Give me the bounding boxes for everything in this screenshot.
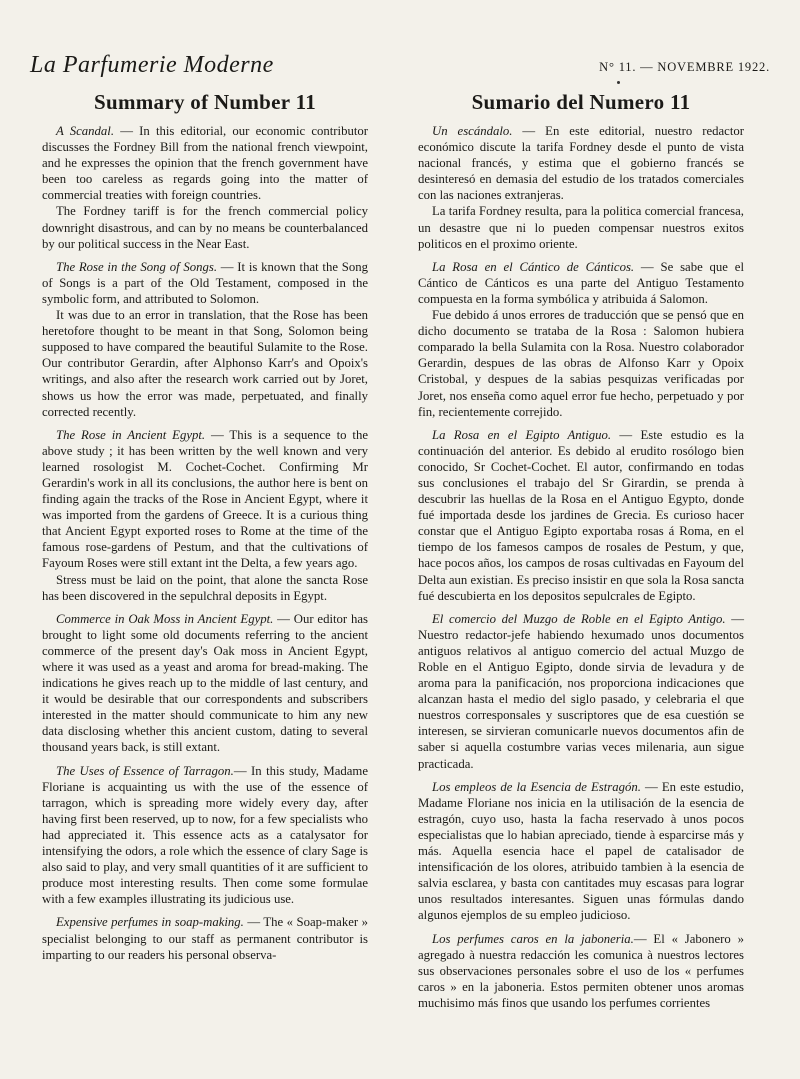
entry-lead: A Scandal.: [56, 124, 115, 138]
entry-paragraph-continued: Fue debido á unos errores de traducción que se pensó que en dicho documento se trataba de la Rosa : Salomon hubiera comparado la bella Sulamita con la Rosa. Nuestro colaborador Gerardin, despues de las obras de Alfonso Karr y Opoix Cristobal, y despues de la sabias pesquizas verificadas por Joret, nos enseña como aquel error fue hecho, perpetuado y por fin, recientemente correjido.: [418, 308, 744, 419]
entry-body: — El « Jabonero » agregado à nuestra redacción les comunica à nuestros lectores sus observaciones personales sobre el uso de los « perfumes caros » en la jaboneria. Estos permiten obtener unos aromas muchisimo más finos que usando los perfumes corrientes: [418, 931, 745, 1010]
entry-lead: The Rose in Ancient Egypt.: [56, 427, 206, 442]
entry-lead: Los perfumes caros en la jaboneria.: [432, 931, 634, 946]
entry-paragraph: [418, 259, 744, 307]
issue-number: N° 11. — NOVEMBRE 1922.: [599, 60, 770, 74]
entry-paragraph-continued: It was due to an error in translation, that the Rose has been heretofore thought to be meant in that Song, Solomon being supposed to have compared the beautiful Sulamite to the Rose. Our contributor Gerardin, after Alphonso Karr's and Opoix's writings, and also after the research work carried out by Joret, shows us how the error was made, perpetuated, and finally corrected recently.: [42, 308, 368, 419]
entry-paragraph-continued: The Fordney tariff is for the french commercial policy downright disastrous, and can by no means be counterbalanced by our political success in the Near East.: [42, 204, 368, 251]
left-entry: [42, 763, 368, 908]
english-summary-column: [42, 90, 368, 970]
entry-body: — Este estudio es la continuación del anterior. Es debido al erudito rosólogo bien conocido, Sr Cochet-Cochet. El autor, confirmando en todas sus conclusiones el trabajo del Sr Girardin, se prenda à descubrir las huellas de la Rosa en el Antiguo Egypto, donde fué importada desde los jardines de Grecia. Es curioso hacer constar que el Antiguo Egipto exportaba rosas á Roma, en el tiempo de los famesos campos de rosales de Pestum, y que, hace pocos años, los campos de rosas cultivadas en Fayoum del Delta aun existian. Es preciso insistir en que sola la Rosa sancta fué descubierta en los depositos sepulcrales de Egipto.: [418, 427, 745, 603]
right-entry: [418, 931, 744, 1011]
entry-paragraph: [42, 259, 368, 307]
entry-paragraph: [418, 427, 744, 604]
entry-paragraph-continued: Stress must be laid on the point, that alone the sancta Rose has been discovered in the sepulchral deposits in Egypt.: [42, 572, 368, 603]
entry-lead: La Rosa en el Cántico de Cánticos.: [432, 259, 635, 274]
entry-lead: La Rosa en el Egipto Antiguo.: [432, 427, 612, 442]
entry-lead: The Uses of Essence of Tarragon.: [56, 763, 234, 778]
entry-paragraph: [42, 611, 368, 756]
entry-lead: El comercio del Muzgo de Roble en el Egipto Antigo.: [432, 611, 726, 626]
entry-lead: Commerce in Oak Moss in Ancient Egypt.: [56, 611, 274, 626]
english-summary-title: Summary of Number 11: [93, 90, 317, 114]
entry-body: — It is known that the Song of Songs is a part of the Old Testament, composed in the symbolic form, and attributed to Solomon.: [42, 259, 368, 306]
entry-paragraph-continued: La tarifa Fordney resulta, para la politica comercial francesa, un desastre que ni lo pueden compensar nuestros exitos politicos en el proximo oriente.: [418, 204, 744, 251]
entry-body: — In this editorial, our economic contributor discusses the Fordney Bill from the national french viewpoint, and he expresses the opinion that the french government have been too careless as regards going into the matter of commercial treaties with foreign countries.: [42, 124, 368, 203]
entry-lead: Expensive perfumes in soap-making.: [56, 915, 244, 930]
entry-body: — Se sabe que el Cántico de Cánticos es una parte del Antiguo Testamento compuesta en la forma symbólica y atribuida á Salomon.: [418, 259, 744, 306]
entry-paragraph: [42, 763, 368, 908]
spanish-summary-column: [418, 90, 744, 1018]
right-entry: [418, 779, 744, 924]
entry-paragraph: [418, 123, 744, 203]
entry-body: — This is a sequence to the above study ; it has been written by the well known and very learned rosologist M. Cochet-Cochet. Confirming Mr Gerardin's work in all its conclusions, the author here is bent on finding again the tracks of the Rose in Ancient Egypt, where it was imported from the gardens of Greece. It is a curious thing that Ancient Egypt exported roses to Rome at the time of the famous rose-gardens of Pestum, and that the cultivations of Fayoum Roses were still extant int the Delta, a few years ago.: [42, 427, 368, 571]
entry-body: — In this study, Madame Floriane is acquainting us with the use of the essence of tarragon, which is spreading more widely every day, after having first been reserved, up to now, for a few specialists who had appreciated it. This essence acts as a catalysator for intensifying the odors, a role which the essence of clary Sage is also said to play, and very small quantities of it are sufficient to produce most interesting results. Then come some formulae with a few examples illustrating its judicious use.: [42, 763, 368, 907]
left-entry: [42, 123, 368, 252]
entry-lead: Un escándalo.: [432, 124, 513, 138]
right-entry: [418, 259, 744, 420]
entry-paragraph: [42, 123, 368, 203]
entry-paragraph: [42, 914, 368, 962]
entry-body: — The « Soap-maker » specialist belonging to our staff as permanent contributor is imparting to our readers his personal observa-: [42, 915, 368, 962]
entry-body: — En este estudio, Madame Floriane nos inicia en la utilisación de la esencia de estragón, cuyo uso, hasta la facha reservado à unos pocos especialistas que lo habian apreciado, tiende à esparcirse más y más. Aquella esencia hace el papel de catalisador de intensificación de los olores, atribuido tambien à la esencia de salvia esclarea, y basta con cantitades muy escasas para lograr unos resultados interesantes. Siguen unas fórmulas dando algunos ejemplos de su empleo judicioso.: [418, 779, 744, 923]
entry-paragraph: [418, 611, 744, 772]
entry-lead: Los empleos de la Esencia de Estragón.: [432, 779, 641, 794]
spanish-summary-title: Sumario del Numero 11: [471, 90, 691, 114]
left-entry: [42, 427, 368, 604]
entry-paragraph: [418, 779, 744, 924]
masthead: La Parfumerie Moderne: [30, 52, 274, 78]
entry-body: — Our editor has brought to light some old documents referring to the ancient commerce of the present day's Oak moss in Ancient Egypt, where it was used as a yeast and aroma for bread-making. The indications he gives reach up to the middle of last century, and it would be desirable that our correspondents and subscribers interested in the matter should communicate to him any new data disclosing whether this ancient custom, dating to several thousand years back, is still extant.: [42, 611, 368, 755]
entry-lead: The Rose in the Song of Songs.: [56, 259, 218, 274]
entry-body: — Nuestro redactor-jefe habiendo hexumado unos documentos antiguos relativos al antiguo comercio del actual Muzgo de Roble en el Antiguo Egipto, donde sirvia de levadura y de aroma para la panificación, nos proporciona indicaciones que alcanzan hasta el medio del siglo pasado, y celebraria el que nuestros corresponsales y suscriptores que de esa cuestión se interesen, se sirvieran comunicarle nuevos documentos afin de saber si aquella costumbre varias veces milenaria, aun sigue practicada.: [418, 611, 744, 771]
spanish-entries: [418, 123, 744, 1011]
entry-body: — En este editorial, nuestro redactor económico discute la tarifa Fordney desde el punto de vista nacional francés, y estima que el gobierno francés se desinteresó en demasia del estudio de los tratados comerciales con las naciones extranjeras.: [418, 124, 745, 203]
english-entries: [42, 123, 368, 963]
left-entry: [42, 914, 368, 962]
right-entry: [418, 611, 744, 772]
right-entry: [418, 123, 744, 252]
left-entry: [42, 611, 368, 756]
page-header: [30, 52, 770, 86]
entry-paragraph: [418, 931, 744, 1011]
ornament-dot: [617, 81, 620, 84]
right-entry: [418, 427, 744, 604]
entry-paragraph: [42, 427, 368, 572]
left-entry: [42, 259, 368, 420]
